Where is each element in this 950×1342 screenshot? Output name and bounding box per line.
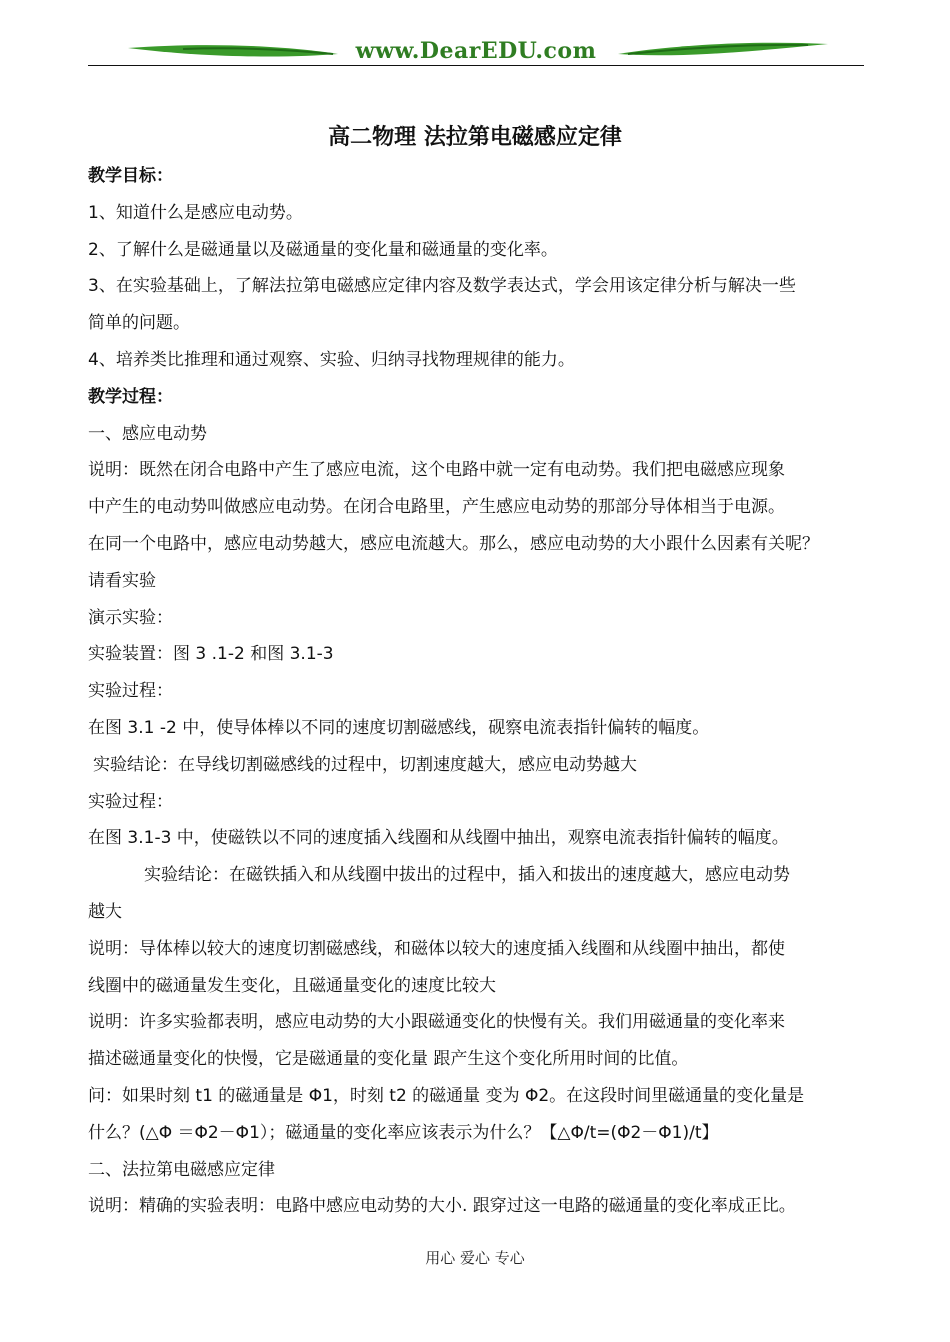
apparatus-line: 实验装置：图 3 .1-2 和图 3.1-3	[88, 644, 334, 665]
paragraph-line: 说明：精确的实验表明：电路中感应电动势的大小. 跟穿过这一电路的磁通量的变化率成正比。	[88, 1196, 796, 1217]
paragraph-line: 说明：导体棒以较大的速度切割磁感线，和磁体以较大的速度插入线圈和从线圈中抽出，都使	[88, 938, 785, 959]
paragraph-line: 描述磁通量变化的快慢，它是磁通量的变化量 跟产生这个变化所用时间的比值。	[88, 1049, 689, 1070]
paragraph-line: 在图 3.1 -2 中，使导体棒以不同的速度切割磁感线，砚察电流表指针偏转的幅度。	[88, 717, 710, 738]
paragraph-line: 说明：许多实验都表明，感应电动势的大小跟磁通变化的快慢有关。我们用磁通量的变化率来	[88, 1012, 785, 1033]
paragraph-line: 在同一个电路中，感应电动势越大，感应电流越大。那么，感应电动势的大小跟什么因素有关呢？	[88, 533, 819, 554]
objective-item-1: 1、知道什么是感应电动势。	[88, 202, 303, 223]
demo-label: 演示实验：	[88, 607, 173, 628]
objective-item-3-cont: 简单的问题。	[88, 313, 190, 334]
section-heading-objectives: 教学目标：	[88, 166, 173, 186]
paragraph-line: 请看实验	[88, 570, 156, 591]
objective-item-2: 2、了解什么是磁通量以及磁通量的变化量和磁通量的变化率。	[88, 239, 558, 260]
page-title: 高二物理 法拉第电磁感应定律	[328, 125, 622, 150]
paragraph-line: 线圈中的磁通量发生变化，且磁通量变化的速度比较大	[88, 975, 496, 996]
subheading-faraday: 二、法拉第电磁感应定律	[88, 1159, 275, 1180]
question-line: 问：如果时刻 t1 的磁通量是 Φ1，时刻 t2 的磁通量 变为 Φ2。在这段时间里磁通量的变化量是	[88, 1085, 805, 1106]
conclusion-line: 实验结论：在磁铁插入和从线圈中拔出的过程中，插入和拔出的速度越大，感应电动势	[144, 865, 790, 886]
paragraph-line: 中产生的电动势叫做感应电动势。在闭合电路里，产生感应电动势的那部分导体相当于电源。	[88, 497, 785, 518]
objective-item-3: 3、在实验基础上，了解法拉第电磁感应定律内容及数学表达式，学会用该定律分析与解决一些	[88, 276, 796, 297]
conclusion-line: 实验结论：在导线切割磁感线的过程中，切割速度越大，感应电动势越大	[93, 754, 637, 775]
paragraph-line: 在图 3.1-3 中，使磁铁以不同的速度插入线圈和从线圈中抽出，观察电流表指针偏转的幅度。	[88, 828, 789, 849]
site-header-logo	[88, 34, 864, 72]
paragraph-line: 说明：既然在闭合电路中产生了感应电流，这个电路中就一定有电动势。我们把电磁感应现象	[88, 460, 785, 481]
subheading-emf: 一、感应电动势	[88, 423, 207, 444]
section-heading-process: 教学过程：	[88, 386, 173, 407]
document-body	[88, 158, 878, 1225]
header-rule	[88, 65, 864, 66]
process-label: 实验过程：	[88, 791, 173, 812]
page-footer: 用心 爱心 专心	[425, 1249, 525, 1267]
objective-item-4: 4、培养类比推理和通过观察、实验、归纳寻找物理规律的能力。	[88, 349, 575, 370]
question-line: 什么？(△Φ ＝Φ2－Φ1）；磁通量的变化率应该表示为什么？【△Φ/t=(Φ2－Φ1)/t】	[88, 1122, 719, 1143]
site-logo-text: www.DearEDU.com	[355, 38, 597, 64]
conclusion-line-cont: 越大	[88, 901, 122, 922]
process-label: 实验过程：	[88, 681, 173, 702]
